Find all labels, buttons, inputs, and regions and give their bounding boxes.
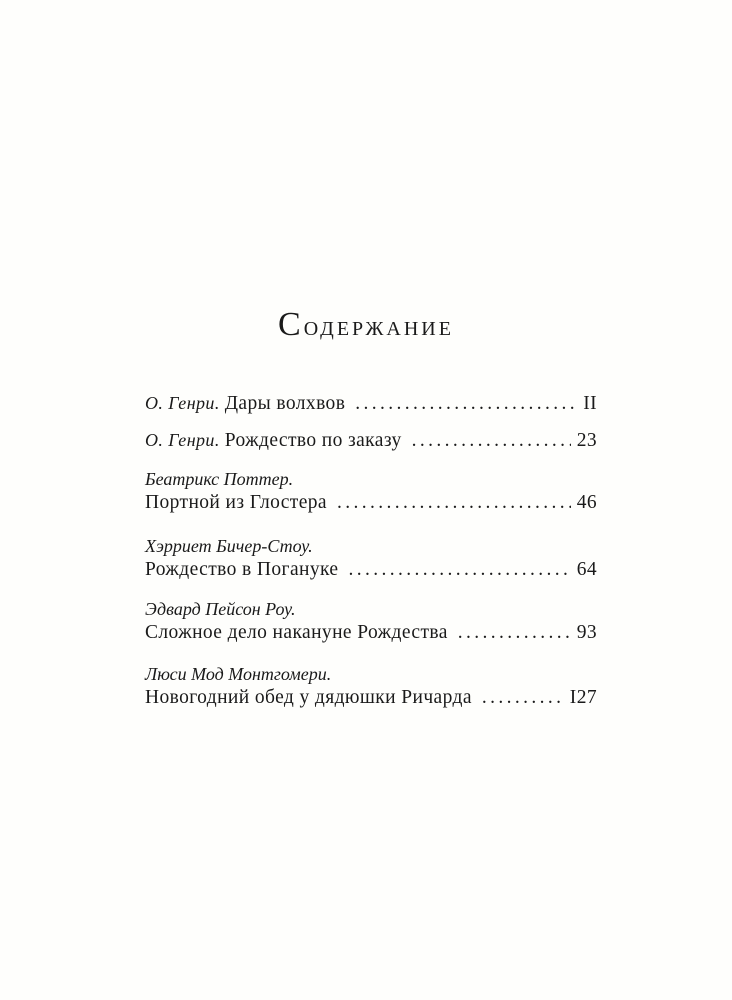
dot-leader [355,391,577,417]
entry-page: II [583,393,597,414]
entry-author: О. Генри. [145,430,220,450]
page-title-text: одержание [303,310,454,342]
dot-leader [412,428,571,454]
entry-page: 93 [576,622,597,643]
entry-title: Сложное дело накануне Рождества [145,622,448,643]
entry-title: Рождество в Погануке [145,559,339,580]
entry-title: Новогодний обед у дядюшки Ричарда [145,687,472,708]
entry-title: Рождество по заказу [224,430,402,451]
dot-leader [458,620,571,646]
toc-entry[interactable] [145,427,597,454]
dot-leader [337,490,571,516]
toc-entry[interactable] [145,535,597,583]
entry-author: О. Генри. [145,393,220,413]
dot-leader [482,685,564,711]
entry-author: Эдвард Пейсон Роу. [145,599,296,619]
toc-entry[interactable] [145,663,597,711]
entry-page: I27 [569,687,597,708]
toc-entry[interactable] [145,390,597,417]
toc-entry[interactable] [145,598,597,646]
toc-entry[interactable] [145,468,597,516]
entry-author: Люси Мод Монтгомери. [145,664,332,684]
page-title [0,306,732,344]
entry-author: Беатрикс Поттер. [145,469,294,489]
entry-title: Портной из Глостера [145,492,327,513]
entry-page: 64 [576,559,597,580]
entry-page: 46 [576,492,597,513]
entry-author: Хэрриет Бичер-Стоу. [145,536,313,556]
entry-title: Дары волхвов [224,393,346,414]
entry-page: 23 [576,430,597,451]
dot-leader [348,557,570,583]
decorative-initial: С [278,306,304,343]
